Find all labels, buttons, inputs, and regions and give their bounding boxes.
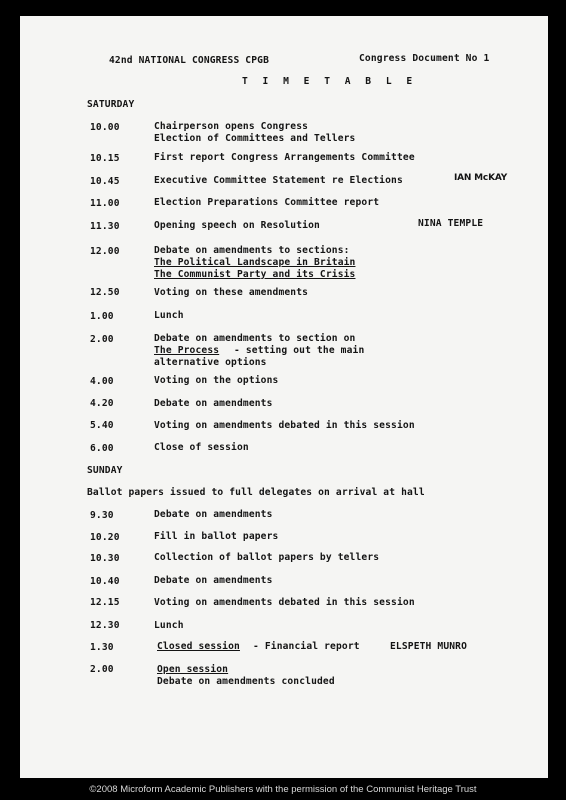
- row-text: - setting out the main: [234, 345, 365, 356]
- row-text: Voting on the options: [154, 375, 279, 386]
- row-text: Fill in ballot papers: [154, 531, 279, 542]
- row-text: Election Preparations Committee report: [154, 197, 380, 208]
- row-text: Voting on amendments debated in this session: [154, 420, 415, 431]
- document-page: [20, 16, 548, 778]
- document-number: Congress Document No 1: [359, 53, 490, 64]
- row-text: Close of session: [154, 442, 249, 453]
- row-time: 10.40: [90, 576, 120, 587]
- row-text: Lunch: [154, 310, 184, 321]
- timetable-title: T I M E T A B L E: [242, 76, 417, 87]
- row-time: 6.00: [90, 443, 114, 454]
- ballot-note: Ballot papers issued to full delegates on arrival at hall: [87, 487, 425, 498]
- day-heading-sunday: SUNDAY: [87, 465, 123, 476]
- day-heading-saturday: SATURDAY: [87, 99, 135, 110]
- row-time: 12.50: [90, 287, 120, 298]
- row-time: 10.00: [90, 122, 120, 133]
- section-title-link: The Communist Party and its Crisis: [154, 269, 356, 280]
- row-text: Opening speech on Resolution: [154, 220, 320, 231]
- copyright-footer: ©2008 Microform Academic Publishers with the permission of the Communist Heritage Trust: [89, 784, 477, 795]
- row-time: 2.00: [90, 334, 114, 345]
- row-text: Debate on amendments concluded: [157, 676, 335, 687]
- speaker-name: ELSPETH MUNRO: [390, 641, 468, 652]
- row-time: 10.30: [90, 553, 120, 564]
- row-time: 11.30: [90, 221, 120, 232]
- row-text: Executive Committee Statement re Elections: [154, 175, 403, 186]
- row-time: 12.15: [90, 597, 120, 608]
- row-time: 4.00: [90, 376, 114, 387]
- row-text: Debate on amendments to sections:: [154, 245, 350, 256]
- row-text: Voting on amendments debated in this session: [154, 597, 415, 608]
- closed-session-label: Closed session: [157, 641, 240, 652]
- row-text: Election of Committees and Tellers: [154, 133, 356, 144]
- row-text: - Financial report: [253, 641, 360, 652]
- row-time: 11.00: [90, 198, 120, 209]
- congress-heading: 42nd NATIONAL CONGRESS CPGB: [109, 55, 269, 66]
- section-title-link: The Political Landscape in Britain: [154, 257, 356, 268]
- row-text: First report Congress Arrangements Committee: [154, 152, 415, 163]
- row-text: Collection of ballot papers by tellers: [154, 552, 380, 563]
- speaker-name: IAN McKAY: [454, 173, 508, 183]
- row-time: 9.30: [90, 510, 114, 521]
- row-time: 10.20: [90, 532, 120, 543]
- section-title-link: The Process: [154, 345, 220, 356]
- row-text: Debate on amendments: [154, 509, 273, 520]
- row-time: 12.30: [90, 620, 120, 631]
- row-text: Voting on these amendments: [154, 287, 309, 298]
- open-session-label: Open session: [157, 664, 229, 675]
- row-time: 10.45: [90, 176, 120, 187]
- row-time: 4.20: [90, 398, 114, 409]
- row-time: 10.15: [90, 153, 120, 164]
- row-text: Debate on amendments: [154, 575, 273, 586]
- row-time: 12.00: [90, 246, 120, 257]
- row-text: Lunch: [154, 620, 184, 631]
- speaker-name: NINA TEMPLE: [418, 218, 484, 229]
- row-time: 1.00: [90, 311, 114, 322]
- row-time: 2.00: [90, 664, 114, 675]
- row-text: alternative options: [154, 357, 267, 368]
- row-time: 1.30: [90, 642, 114, 653]
- row-text: Debate on amendments: [154, 398, 273, 409]
- row-text: Chairperson opens Congress: [154, 121, 309, 132]
- row-time: 5.40: [90, 420, 114, 431]
- row-text: Debate on amendments to section on: [154, 333, 356, 344]
